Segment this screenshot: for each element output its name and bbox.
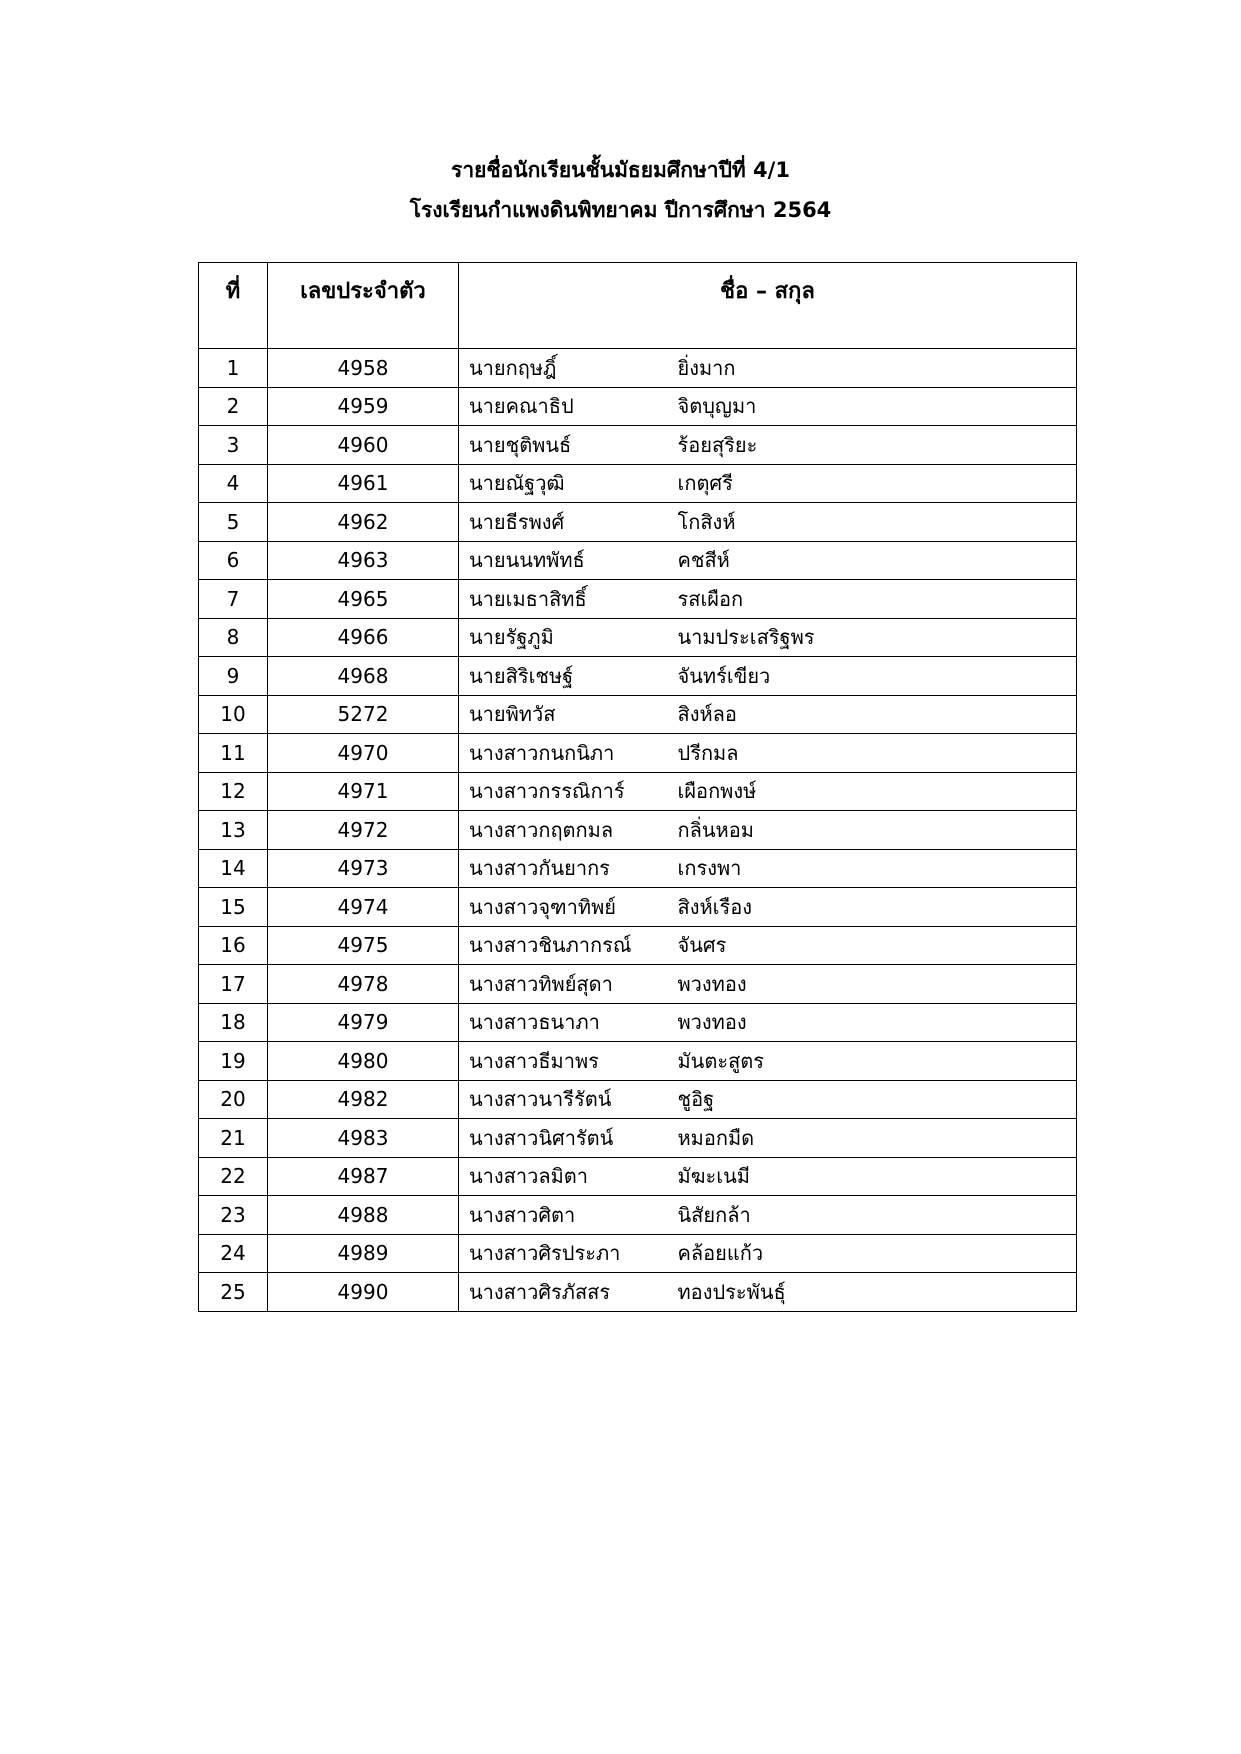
table-row: [199, 387, 1077, 426]
first-name-cell: นายณัฐวุฒิ: [459, 464, 678, 503]
first-name-cell: นางสาวทิพย์สุดา: [459, 965, 678, 1004]
table-row: [199, 464, 1077, 503]
last-name-cell: ยิ่งมาก: [678, 349, 1077, 388]
student-id-cell: 4975: [268, 926, 459, 965]
student-id-cell: 4968: [268, 657, 459, 696]
last-name-cell: หมอกมืด: [678, 1119, 1077, 1158]
last-name-cell: ชูอิฐ: [678, 1080, 1077, 1119]
row-number: 5: [199, 503, 268, 542]
first-name-cell: นายธีรพงศ์: [459, 503, 678, 542]
student-id-cell: 4989: [268, 1234, 459, 1273]
student-id-cell: 4971: [268, 772, 459, 811]
row-number: 14: [199, 849, 268, 888]
title-class: รายชื่อนักเรียนชั้นมัธยมศึกษาปีที่ 4/1: [451, 158, 790, 182]
first-name-cell: นางสาวกฤตกมล: [459, 811, 678, 850]
row-number: 3: [199, 426, 268, 465]
row-number: 12: [199, 772, 268, 811]
student-id-cell: 4982: [268, 1080, 459, 1119]
first-name-cell: นางสาวกรรณิการ์: [459, 772, 678, 811]
first-name-cell: นางสาวนิศารัตน์: [459, 1119, 678, 1158]
student-id-cell: 4960: [268, 426, 459, 465]
table-row: [199, 1157, 1077, 1196]
first-name-cell: นางสาวธีมาพร: [459, 1042, 678, 1081]
table-row: [199, 772, 1077, 811]
row-number: 10: [199, 695, 268, 734]
first-name-cell: นางสาวกันยากร: [459, 849, 678, 888]
student-id-cell: 4974: [268, 888, 459, 927]
student-id-cell: 4978: [268, 965, 459, 1004]
row-number: 17: [199, 965, 268, 1004]
table-row: [199, 695, 1077, 734]
first-name-cell: นางสาวจุฑาทิพย์: [459, 888, 678, 927]
row-number: 6: [199, 541, 268, 580]
first-name-cell: นายคณาธิป: [459, 387, 678, 426]
first-name-cell: นางสาวศิรภัสสร: [459, 1273, 678, 1312]
last-name-cell: โกสิงห์: [678, 503, 1077, 542]
student-id-cell: 5272: [268, 695, 459, 734]
table-row: [199, 965, 1077, 1004]
table-row: [199, 888, 1077, 927]
last-name-cell: กลิ่นหอม: [678, 811, 1077, 850]
student-id-cell: 4980: [268, 1042, 459, 1081]
table-row: [199, 426, 1077, 465]
last-name-cell: มัฆะเนมี: [678, 1157, 1077, 1196]
last-name-cell: จันศร: [678, 926, 1077, 965]
row-number: 24: [199, 1234, 268, 1273]
row-number: 9: [199, 657, 268, 696]
last-name-cell: ทองประพันธุ์: [678, 1273, 1077, 1312]
table-row: [199, 541, 1077, 580]
last-name-cell: คล้อยแก้ว: [678, 1234, 1077, 1273]
student-id-cell: 4963: [268, 541, 459, 580]
row-number: 25: [199, 1273, 268, 1312]
last-name-cell: จันทร์เขียว: [678, 657, 1077, 696]
row-number: 15: [199, 888, 268, 927]
last-name-cell: นามประเสริฐพร: [678, 618, 1077, 657]
row-number: 8: [199, 618, 268, 657]
last-name-cell: รสเผือก: [678, 580, 1077, 619]
document-title: [0, 150, 1241, 230]
first-name-cell: นางสาวศิรประภา: [459, 1234, 678, 1273]
table-row: [199, 734, 1077, 773]
first-name-cell: นายนนทพัทธ์: [459, 541, 678, 580]
first-name-cell: นางสาวชินภากรณ์: [459, 926, 678, 965]
last-name-cell: เกรงพา: [678, 849, 1077, 888]
student-id-cell: 4990: [268, 1273, 459, 1312]
student-id-cell: 4962: [268, 503, 459, 542]
last-name-cell: จิตบุญมา: [678, 387, 1077, 426]
student-id-cell: 4979: [268, 1003, 459, 1042]
student-id-cell: 4959: [268, 387, 459, 426]
table-row: [199, 349, 1077, 388]
first-name-cell: นางสาวลมิตา: [459, 1157, 678, 1196]
table-row: [199, 1003, 1077, 1042]
row-number: 16: [199, 926, 268, 965]
title-school-year: โรงเรียนกำแพงดินพิทยาคม ปีการศึกษา 2564: [409, 198, 832, 222]
header-student-id: เลขประจำตัว: [268, 263, 459, 349]
table-row: [199, 1273, 1077, 1312]
student-id-cell: 4965: [268, 580, 459, 619]
first-name-cell: นางสาวกนกนิภา: [459, 734, 678, 773]
table-row: [199, 1196, 1077, 1235]
student-id-cell: 4961: [268, 464, 459, 503]
student-roster-table: [198, 262, 1077, 1312]
first-name-cell: นายพิทวัส: [459, 695, 678, 734]
table-row: [199, 580, 1077, 619]
last-name-cell: สิงห์ลอ: [678, 695, 1077, 734]
last-name-cell: เกตุศรี: [678, 464, 1077, 503]
first-name-cell: นางสาวศิตา: [459, 1196, 678, 1235]
last-name-cell: พวงทอง: [678, 1003, 1077, 1042]
row-number: 23: [199, 1196, 268, 1235]
row-number: 1: [199, 349, 268, 388]
row-number: 22: [199, 1157, 268, 1196]
student-id-cell: 4958: [268, 349, 459, 388]
table-row: [199, 811, 1077, 850]
table-row: [199, 849, 1077, 888]
last-name-cell: คชสีห์: [678, 541, 1077, 580]
first-name-cell: นางสาวธนาภา: [459, 1003, 678, 1042]
row-number: 21: [199, 1119, 268, 1158]
table-row: [199, 503, 1077, 542]
table-body: [199, 349, 1077, 1312]
last-name-cell: นิสัยกล้า: [678, 1196, 1077, 1235]
row-number: 11: [199, 734, 268, 773]
table-row: [199, 1119, 1077, 1158]
table-row: [199, 618, 1077, 657]
last-name-cell: มันตะสูตร: [678, 1042, 1077, 1081]
student-id-cell: 4972: [268, 811, 459, 850]
student-id-cell: 4973: [268, 849, 459, 888]
row-number: 13: [199, 811, 268, 850]
table-row: [199, 657, 1077, 696]
student-id-cell: 4966: [268, 618, 459, 657]
row-number: 4: [199, 464, 268, 503]
first-name-cell: นายสิริเชษฐ์: [459, 657, 678, 696]
student-id-cell: 4987: [268, 1157, 459, 1196]
last-name-cell: เผือกพงษ์: [678, 772, 1077, 811]
table-row: [199, 926, 1077, 965]
student-id-cell: 4983: [268, 1119, 459, 1158]
table-header-row: [199, 263, 1077, 349]
first-name-cell: นางสาวนารีรัตน์: [459, 1080, 678, 1119]
row-number: 18: [199, 1003, 268, 1042]
student-id-cell: 4988: [268, 1196, 459, 1235]
first-name-cell: นายรัฐภูมิ: [459, 618, 678, 657]
table-row: [199, 1042, 1077, 1081]
row-number: 19: [199, 1042, 268, 1081]
last-name-cell: ร้อยสุริยะ: [678, 426, 1077, 465]
first-name-cell: นายเมธาสิทธิ์: [459, 580, 678, 619]
row-number: 20: [199, 1080, 268, 1119]
header-number: ที่: [199, 263, 268, 349]
last-name-cell: ปรีกมล: [678, 734, 1077, 773]
last-name-cell: พวงทอง: [678, 965, 1077, 1004]
header-full-name: ชื่อ – สกุล: [459, 263, 1077, 349]
table-row: [199, 1234, 1077, 1273]
first-name-cell: นายชุติพนธ์: [459, 426, 678, 465]
last-name-cell: สิงห์เรือง: [678, 888, 1077, 927]
row-number: 2: [199, 387, 268, 426]
student-id-cell: 4970: [268, 734, 459, 773]
table-row: [199, 1080, 1077, 1119]
row-number: 7: [199, 580, 268, 619]
first-name-cell: นายกฤษฎิ์: [459, 349, 678, 388]
